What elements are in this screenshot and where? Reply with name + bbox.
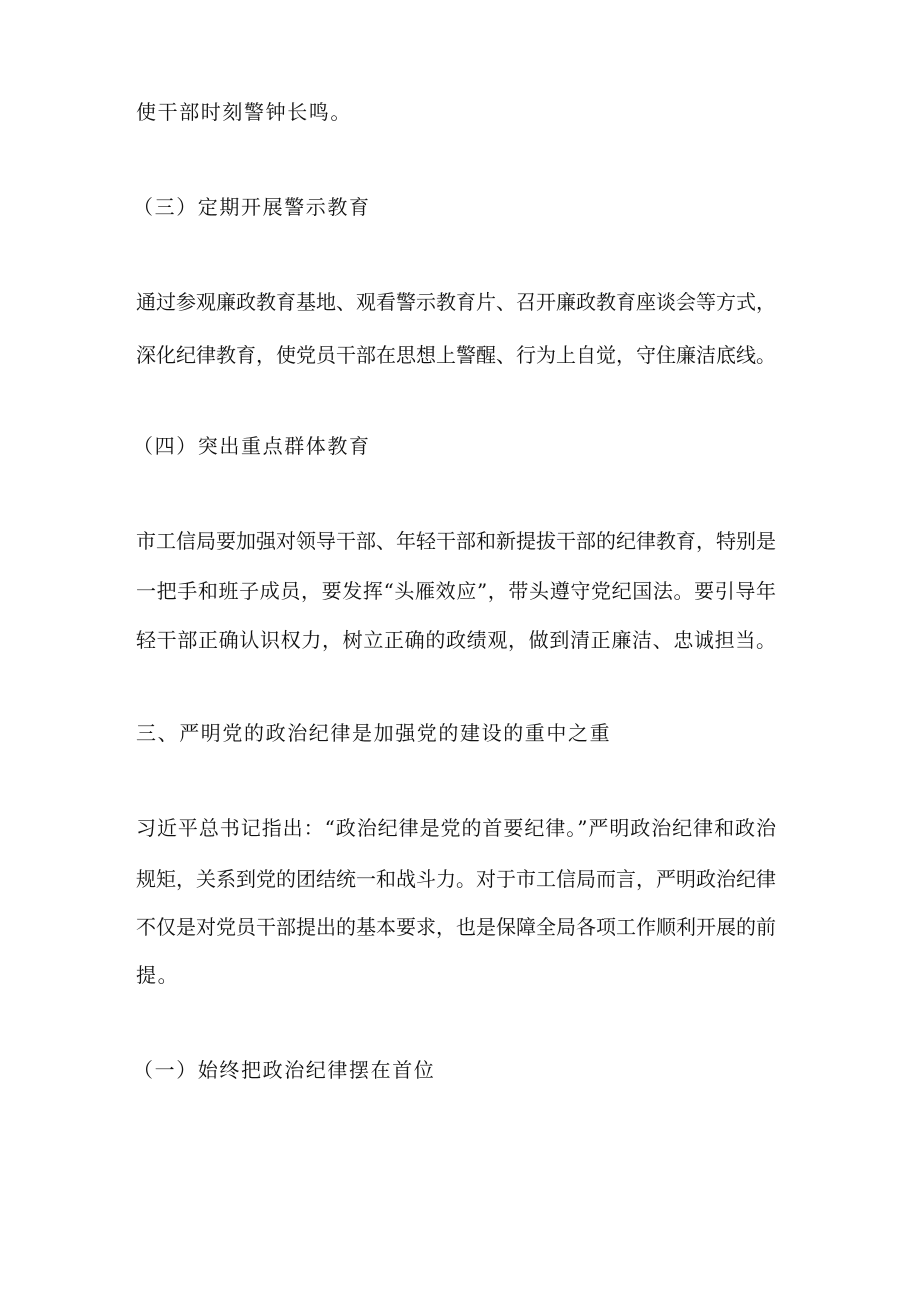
paragraph-line: 习近平总书记指出：“政治纪律是党的首要纪律。”严明政治纪律和政治 [136,816,776,840]
paragraph-line: 规矩，关系到党的团结统一和战斗力。对于市工信局而言，严明政治纪律 [136,867,776,891]
paragraph-line: 一把手和班子成员，要发挥“头雁效应”，带头遵守党纪国法。要引导年 [136,579,776,603]
section-heading: 三、严明党的政治纪律是加强党的建设的重中之重 [136,721,612,745]
paragraph-line: 通过参观廉政教育基地、观看警示教育片、召开廉政教育座谈会等方式， [136,290,776,314]
subsection-heading: （三）定期开展警示教育 [133,195,371,219]
subsection-heading: （四）突出重点群体教育 [133,434,371,458]
paragraph-line: 轻干部正确认识权力，树立正确的政绩观，做到清正廉洁、忠诚担当。 [136,628,776,652]
paragraph-line: 市工信局要加强对领导干部、年轻干部和新提拔干部的纪律教育，特别是 [136,529,776,553]
paragraph-line: 提。 [136,963,180,987]
paragraph-line: 使干部时刻警钟长鸣。 [136,100,352,124]
paragraph-line: 深化纪律教育，使党员干部在思想上警醒、行为上自觉，守住廉洁底线。 [136,343,776,367]
paragraph-line: 不仅是对党员干部提出的基本要求，也是保障全局各项工作顺利开展的前 [136,915,776,939]
subsection-heading: （一）始终把政治纪律摆在首位 [133,1058,436,1082]
